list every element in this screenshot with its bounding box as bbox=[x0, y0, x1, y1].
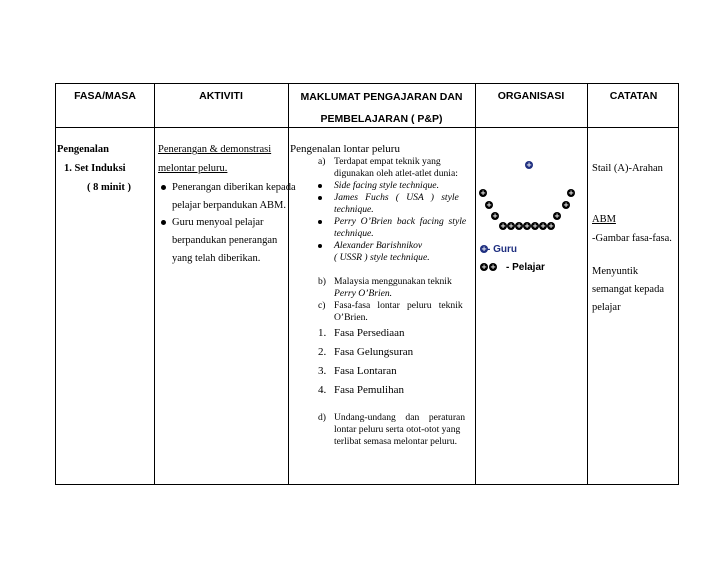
catatan-menyuntik: Menyuntik bbox=[592, 266, 639, 277]
header-maklumat-line1: MAKLUMAT PENGAJARAN DAN bbox=[300, 91, 463, 103]
phase-number-1: 1. bbox=[318, 327, 327, 339]
item-marker-d: d) bbox=[318, 412, 326, 423]
phase-1: Fasa Persediaan bbox=[334, 327, 405, 339]
pelajar-marker-icon: + bbox=[516, 222, 522, 230]
header-maklumat-line2: PEMBELAJARAN ( P&P) bbox=[320, 113, 443, 125]
maklumat-d-line3: terlibat semasa melontar peluru. bbox=[334, 436, 458, 447]
aktiviti-bullet1-line2: pelajar berpandukan ABM. bbox=[172, 200, 287, 211]
pelajar-marker-icon: + bbox=[532, 222, 538, 230]
maklumat-title: Pengenalan lontar peluru bbox=[290, 143, 400, 155]
pelajar-marker-icon: + bbox=[524, 222, 530, 230]
catatan-gambar: -Gambar fasa-fasa. bbox=[592, 233, 672, 244]
header-aktiviti: AKTIVITI bbox=[199, 90, 243, 102]
phase-number-2: 2. bbox=[318, 346, 327, 358]
pelajar-marker-icon: + bbox=[554, 212, 560, 220]
aktiviti-bullet2-line2: berpandukan penerangan bbox=[172, 235, 278, 246]
header-fasa: FASA/MASA bbox=[74, 90, 136, 102]
pelajar-marker-icon: + bbox=[540, 222, 546, 230]
aktiviti-bullet1-line1: Penerangan diberikan kepada bbox=[172, 182, 296, 193]
bullet-icon bbox=[318, 184, 322, 188]
bullet-icon bbox=[161, 220, 166, 225]
maklumat-d-line1: Undang-undang dan peraturan bbox=[334, 412, 466, 423]
fasa-item: 1. Set Induksi bbox=[64, 163, 126, 174]
pelajar-marker-icon: + bbox=[568, 189, 574, 197]
pelajar-marker-icon: + bbox=[548, 222, 554, 230]
legend-pelajar-label: - Pelajar bbox=[506, 262, 545, 273]
maklumat-b-line2: Perry O’Brien. bbox=[334, 288, 393, 299]
aktiviti-bullet2-line1: Guru menyoal pelajar bbox=[172, 217, 264, 228]
aktiviti-line2: melontar peluru. bbox=[158, 163, 228, 174]
column-divider bbox=[475, 84, 476, 484]
phase-number-4: 4. bbox=[318, 384, 327, 396]
legend-guru-icon: + bbox=[481, 245, 487, 253]
pelajar-marker-icon: + bbox=[492, 212, 498, 220]
maklumat-c-line1: Fasa-fasa lontar peluru teknik bbox=[334, 300, 463, 311]
pelajar-marker-icon: + bbox=[563, 201, 569, 209]
header-maklumat bbox=[288, 86, 475, 130]
technique-2-line1: James Fuchs ( USA ) style bbox=[334, 192, 459, 203]
technique-3-line2: technique. bbox=[334, 228, 374, 239]
aktiviti-line1: Penerangan & demonstrasi bbox=[158, 144, 272, 155]
header-catatan: CATATAN bbox=[609, 90, 658, 102]
technique-4-line2: ( USSR ) style technique. bbox=[334, 252, 430, 263]
phase-3: Fasa Lontaran bbox=[334, 365, 397, 377]
pelajar-marker-icon: + bbox=[480, 189, 486, 197]
bullet-icon bbox=[161, 185, 166, 190]
item-marker-a: a) bbox=[318, 156, 326, 167]
column-divider bbox=[587, 84, 588, 484]
catatan-pelajar: pelajar bbox=[592, 302, 621, 313]
catatan-abm: ABM bbox=[592, 214, 616, 225]
pelajar-marker-icon: + bbox=[486, 201, 492, 209]
maklumat-c-line2: O’Brien. bbox=[334, 312, 368, 323]
technique-4-line1: Alexander Barishnikov bbox=[334, 240, 423, 251]
pelajar-marker-icon: + bbox=[500, 222, 506, 230]
legend-pelajar-icon: + bbox=[481, 263, 487, 271]
legend-guru-label: - Guru bbox=[487, 244, 517, 255]
maklumat-a-line1: Terdapat empat teknik yang bbox=[334, 156, 441, 167]
column-divider bbox=[154, 84, 155, 484]
bullet-icon bbox=[318, 196, 322, 200]
maklumat-a-line2: digunakan oleh atlet-atlet dunia: bbox=[334, 168, 458, 179]
bullet-icon bbox=[318, 220, 322, 224]
bullet-icon bbox=[318, 244, 322, 248]
catatan-gaya: Stail (A)-Arahan bbox=[592, 163, 663, 174]
aktiviti-bullet2-line3: yang telah diberikan. bbox=[172, 253, 261, 264]
technique-2-line2: technique. bbox=[334, 204, 374, 215]
fasa-title: Pengenalan bbox=[57, 144, 109, 155]
maklumat-b-line1: Malaysia menggunakan teknik bbox=[334, 276, 452, 287]
phase-2: Fasa Gelungsuran bbox=[334, 346, 414, 358]
legend-pelajar-icon: + bbox=[490, 263, 496, 271]
item-marker-b: b) bbox=[318, 276, 326, 287]
guru-marker-icon: + bbox=[526, 161, 532, 169]
column-divider bbox=[288, 84, 289, 484]
technique-1: Side facing style technique. bbox=[334, 180, 439, 191]
phase-4: Fasa Pemulihan bbox=[334, 384, 404, 396]
catatan-semangat: semangat kepada bbox=[592, 284, 665, 295]
item-marker-c: c) bbox=[318, 300, 326, 311]
maklumat-d-line2: lontar peluru serta otot-otot yang bbox=[334, 424, 461, 435]
fasa-time: ( 8 minit ) bbox=[87, 182, 132, 193]
technique-3-line1: Perry O’Brien back facing style bbox=[334, 216, 467, 227]
header-organisasi: ORGANISASI bbox=[497, 90, 565, 102]
phase-number-3: 3. bbox=[318, 365, 327, 377]
pelajar-marker-icon: + bbox=[508, 222, 514, 230]
